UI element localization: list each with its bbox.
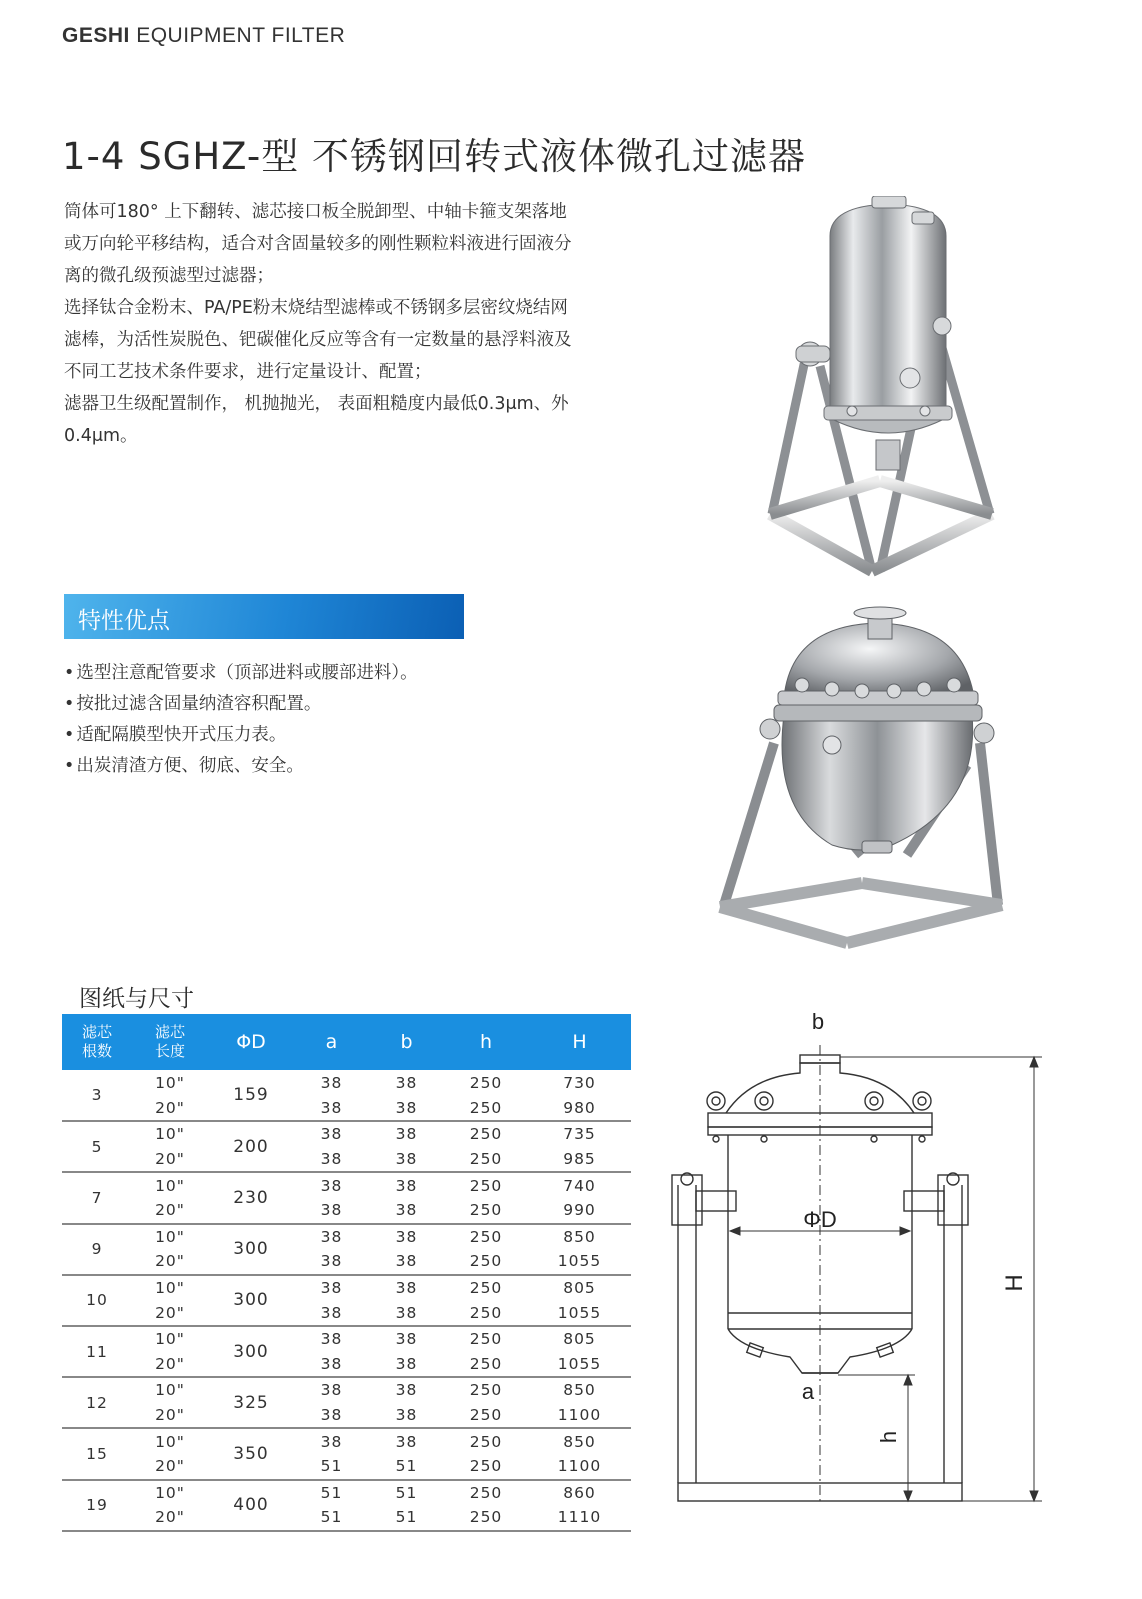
cell-H-large: 735 [563,1125,596,1144]
cell-cartridge-length: 10" [155,1381,185,1400]
header-h-small: h [479,1030,493,1053]
intro-paragraph: 筒体可180° 上下翻转、滤芯接口板全脱卸型、中轴卡箍支架落地或万向轮平移结构，适合对含固量较多的刚性颗粒料液进行固液分离的微孔级预滤型过滤器； [64,202,572,286]
cell-h-small: 250 [469,1330,503,1349]
feature-item: • 出炭清渣方便、彻底、安全。 [64,751,418,782]
cell-cartridge-length: 20" [132,1352,208,1378]
cell-cartridge-count: 5 [62,1121,132,1172]
cell-b: 38 [369,1352,444,1378]
cell-a: 38 [294,1403,369,1429]
cell-phid: 200 [208,1121,294,1172]
cell-b: 38 [395,1227,418,1246]
cell-b: 38 [395,1381,418,1400]
cell-a: 38 [320,1279,343,1298]
cell-b: 38 [369,1249,444,1275]
intro-text [64,196,584,452]
cell-H-large: 980 [528,1096,631,1122]
cell-phid: 300 [208,1326,294,1377]
cell-cartridge-length: 20" [132,1300,208,1326]
cell-h-small: 250 [444,1403,528,1429]
cell-cartridge-length: 20" [132,1096,208,1122]
intro-paragraph: 选择钛合金粉末、PA/PE粉末烧结型滤棒或不锈钢多层密纹烧结网滤棒，为活性炭脱色、钯碳催化反应等含有一定数量的悬浮料液及不同工艺技术条件要求，进行定量设计、配置； [64,298,572,382]
cell-b: 51 [369,1454,444,1480]
cell-a: 51 [294,1505,369,1531]
product-photo-domed-filter [712,605,1012,955]
cell-cartridge-length: 20" [132,1147,208,1173]
drawing-label-phid: ΦD [803,1207,837,1232]
table-body [62,1070,631,1531]
cell-a: 51 [320,1483,343,1502]
table-row [62,1172,631,1198]
table-row [62,1300,631,1326]
cell-cartridge-length: 20" [132,1454,208,1480]
cell-phid: 350 [208,1428,294,1479]
cell-a: 38 [294,1352,369,1378]
cell-cartridge-length: 10" [155,1073,185,1092]
table-title: 图纸与尺寸 [79,986,194,1012]
cell-a: 38 [320,1227,343,1246]
feature-item: • 选型注意配管要求（顶部进料或腰部进料）。 [64,658,418,689]
drawing-label-H: H [1001,1274,1028,1292]
table-row [62,1121,631,1147]
cell-phid: 159 [208,1070,294,1121]
brand-rest: EQUIPMENT FILTER [129,24,346,47]
cell-H-large: 805 [563,1279,596,1298]
cell-phid: 400 [208,1480,294,1531]
cell-h-small: 250 [444,1300,528,1326]
cell-cartridge-count: 15 [62,1428,132,1479]
brand-bold: GESHI [62,24,130,47]
cell-b: 38 [369,1198,444,1224]
cell-h-small: 250 [444,1454,528,1480]
cell-cartridge-count: 11 [62,1326,132,1377]
header-cartridge-length-text: 滤芯 长度 [154,1023,185,1060]
cell-H-large: 860 [563,1483,596,1502]
cell-a: 38 [294,1249,369,1275]
cell-a: 38 [320,1073,343,1092]
table-row [62,1454,631,1480]
cell-h-small: 250 [444,1249,528,1275]
cell-a: 38 [320,1176,343,1195]
cell-cartridge-length: 20" [132,1198,208,1224]
table-row [62,1275,631,1301]
table-header-row [62,1014,631,1070]
cell-b: 38 [395,1176,418,1195]
table-row [62,1249,631,1275]
cell-h-small: 250 [444,1505,528,1531]
cell-H-large: 985 [528,1147,631,1173]
cell-h-small: 250 [444,1198,528,1224]
cell-b: 38 [395,1330,418,1349]
table-row [62,1377,631,1403]
cell-cartridge-length: 10" [155,1483,185,1502]
cell-h-small: 250 [469,1073,503,1092]
features-heading-bar [64,594,464,639]
cell-h-small: 250 [469,1125,503,1144]
table-row [62,1352,631,1378]
cell-h-small: 250 [444,1352,528,1378]
cell-a: 38 [294,1147,369,1173]
drawing-label-h: h [876,1430,901,1444]
cell-cartridge-count: 7 [62,1172,132,1223]
cell-b: 38 [369,1147,444,1173]
cell-a: 38 [294,1096,369,1122]
drawing-label-a: a [801,1379,815,1404]
cell-b: 38 [369,1403,444,1429]
cell-cartridge-count: 19 [62,1480,132,1531]
cell-cartridge-length: 10" [155,1432,185,1451]
cell-H-large: 730 [563,1073,596,1092]
cell-b: 51 [395,1483,418,1502]
feature-item: • 适配隔膜型快开式压力表。 [64,720,418,751]
table-row [62,1326,631,1352]
cell-H-large: 850 [563,1432,596,1451]
cell-a: 38 [320,1125,343,1144]
cell-cartridge-length: 10" [155,1279,185,1298]
cell-cartridge-count: 10 [62,1275,132,1326]
cell-cartridge-length: 10" [155,1330,185,1349]
dimensions-table [62,1014,631,1532]
cell-cartridge-count: 12 [62,1377,132,1428]
cell-b: 38 [369,1300,444,1326]
cell-a: 38 [320,1381,343,1400]
table-row [62,1224,631,1250]
cell-a: 38 [294,1300,369,1326]
page-title: 1-4 SGHZ-型 不锈钢回转式液体微孔过滤器 [62,135,806,178]
cell-h-small: 250 [444,1147,528,1173]
cell-cartridge-count: 3 [62,1070,132,1121]
drawing-label-b: b [811,1009,825,1034]
cell-a: 51 [294,1454,369,1480]
cell-b: 38 [369,1096,444,1122]
header-b: b [400,1030,413,1053]
product-photo-vertical-filter [760,196,1020,596]
cell-h-small: 250 [469,1381,503,1400]
cell-b: 38 [395,1125,418,1144]
table-row [62,1403,631,1429]
cell-phid: 325 [208,1377,294,1428]
features-list [64,658,418,782]
cell-cartridge-length: 10" [155,1176,185,1195]
table-row [62,1480,631,1506]
cell-cartridge-count: 9 [62,1224,132,1275]
cell-phid: 300 [208,1224,294,1275]
cell-cartridge-length: 20" [132,1505,208,1531]
table-row [62,1505,631,1531]
cell-H-large: 990 [528,1198,631,1224]
cell-H-large: 805 [563,1330,596,1349]
cell-h-small: 250 [469,1176,503,1195]
table-row [62,1428,631,1454]
cell-H-large: 850 [563,1227,596,1246]
cell-H-large: 1055 [528,1300,631,1326]
cell-H-large: 1055 [528,1352,631,1378]
cell-h-small: 250 [469,1227,503,1246]
header-cartridge-count [62,1014,132,1070]
cell-h-small: 250 [444,1096,528,1122]
brand-header [62,24,345,48]
features-heading: 特性优点 [78,608,170,634]
cell-H-large: 740 [563,1176,596,1195]
table-row [62,1096,631,1122]
cell-phid: 300 [208,1275,294,1326]
cell-h-small: 250 [469,1483,503,1502]
table-row [62,1070,631,1096]
cell-H-large: 850 [563,1381,596,1400]
table-row [62,1147,631,1173]
cell-a: 38 [320,1330,343,1349]
header-cartridge-count-text: 滤芯 根数 [81,1023,112,1060]
cell-h-small: 250 [469,1279,503,1298]
cell-b: 38 [395,1432,418,1451]
header-cartridge-length [132,1014,208,1070]
cell-cartridge-length: 20" [132,1403,208,1429]
cell-H-large: 1055 [528,1249,631,1275]
intro-paragraph: 滤器卫生级配置制作， 机抛抛光， 表面粗糙度内最低0.3μm、外0.4μm。 [64,394,569,446]
cell-H-large: 1110 [528,1505,631,1531]
cell-cartridge-length: 20" [132,1249,208,1275]
feature-item: • 按批过滤含固量纳渣容积配置。 [64,689,418,720]
cell-cartridge-length: 10" [155,1227,185,1246]
cell-phid: 230 [208,1172,294,1223]
cell-b: 38 [395,1073,418,1092]
cell-a: 38 [294,1198,369,1224]
cell-H-large: 1100 [528,1454,631,1480]
cell-b: 38 [395,1279,418,1298]
technical-drawing [660,1005,1060,1525]
cell-h-small: 250 [469,1432,503,1451]
table-row [62,1198,631,1224]
header-H-large: H [572,1030,587,1053]
cell-cartridge-length: 10" [155,1125,185,1144]
cell-b: 51 [369,1505,444,1531]
header-a: a [325,1030,338,1053]
header-phid: ΦD [236,1030,266,1053]
cell-a: 38 [320,1432,343,1451]
cell-H-large: 1100 [528,1403,631,1429]
